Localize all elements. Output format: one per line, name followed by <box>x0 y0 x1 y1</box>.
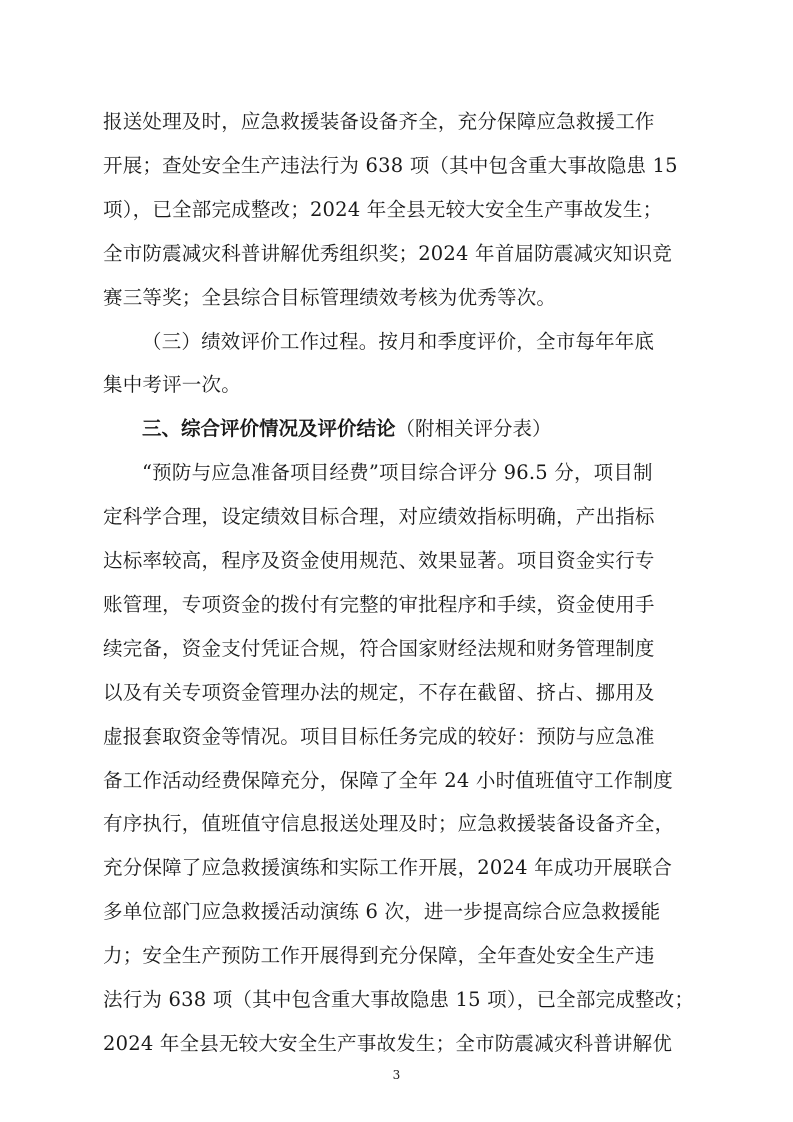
paragraph-1-line-4: 全市防震减灾科普讲解优秀组织奖；2024 年首届防震减灾知识竞 <box>103 242 673 265</box>
paragraph-2-line-1: （三）绩效评价工作过程。按月和季度评价，全市每年年底 <box>142 330 655 353</box>
paragraph-3-line-14: 2024 年全县无较大安全生产事故发生；全市防震减灾科普讲解优 <box>103 1032 673 1055</box>
paragraph-3-line-5: 续完备，资金支付凭证合规，符合国家财经法规和财务管理制度 <box>103 637 655 660</box>
paragraph-3-line-7: 虚报套取资金等情况。项目目标任务完成的较好：预防与应急准 <box>103 725 655 748</box>
paragraph-3-line-2: 定科学合理，设定绩效目标合理，对应绩效指标明确，产出指标 <box>103 505 655 528</box>
paragraph-3-line-4: 账管理，专项资金的拨付有完整的审批程序和手续，资金使用手 <box>103 593 655 616</box>
paragraph-3-line-3: 达标率较高，程序及资金使用规范、效果显著。项目资金实行专 <box>103 549 655 572</box>
paragraph-2-line-2: 集中考评一次。 <box>103 373 241 396</box>
section-heading-note: （附相关评分表） <box>395 417 552 440</box>
paragraph-1-line-2: 开展；查处安全生产违法行为 638 项（其中包含重大事故隐患 15 <box>103 154 678 177</box>
paragraph-1-line-5: 赛三等奖；全县综合目标管理绩效考核为优秀等次。 <box>103 286 557 309</box>
paragraph-3-line-6: 以及有关专项资金管理办法的规定，不存在截留、挤占、挪用及 <box>103 681 655 704</box>
paragraph-3-line-10: 充分保障了应急救援演练和实际工作开展，2024 年成功开展联合 <box>103 856 673 879</box>
paragraph-3-line-1: “预防与应急准备项目经费”项目综合评分 96.5 分，项目制 <box>142 461 653 484</box>
paragraph-1-line-3: 项），已全部完成整改；2024 年全县无较大安全生产事故发生； <box>103 198 663 221</box>
paragraph-1-line-1: 报送处理及时，应急救援装备设备齐全，充分保障应急救援工作 <box>103 110 655 133</box>
section-heading-title: 三、综合评价情况及评价结论 <box>142 417 396 440</box>
paragraph-3-line-12: 力；安全生产预防工作开展得到充分保障，全年查处安全生产违 <box>103 944 655 967</box>
section-heading <box>142 415 552 443</box>
page-number: 3 <box>392 1068 401 1082</box>
paragraph-3-line-11: 多单位部门应急救援活动演练 6 次，进一步提高综合应急救援能 <box>103 900 661 923</box>
paragraph-3-line-9: 有序执行，值班值守信息报送处理及时；应急救援装备设备齐全， <box>103 812 675 835</box>
paragraph-3-line-13: 法行为 638 项（其中包含重大事故隐患 15 项），已全部完成整改； <box>103 988 695 1011</box>
paragraph-3-line-8: 备工作活动经费保障充分，保障了全年 24 小时值班值守工作制度 <box>103 769 673 792</box>
